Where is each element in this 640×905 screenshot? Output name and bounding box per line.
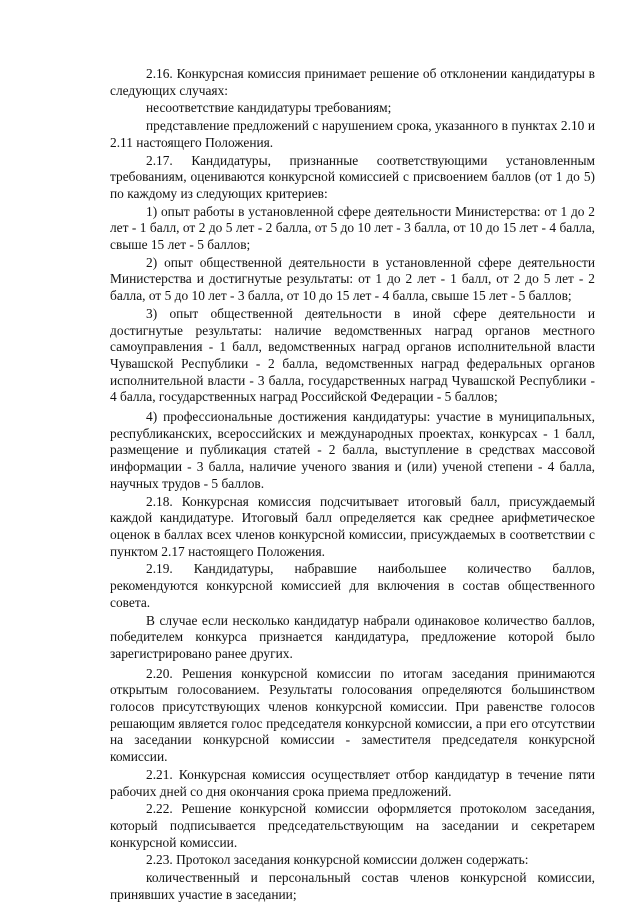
paragraph-2-18: 2.18. Конкурсная комиссия подсчитывает итоговый балл, присуждаемый каждой кандидатуре. Итоговый балл определяется как среднее арифметическое оценок в баллах всех членов конкурсной комиссии, присуждаемых в соответствии с пунктом 2.17 настоящего Положения. <box>110 493 595 559</box>
paragraph-tie-rule: В случае если несколько кандидатур набрали одинаковое количество баллов, победителем конкурса признается кандидатура, предложение которой было зарегистрировано ранее других. <box>110 612 595 661</box>
paragraph-2-21: 2.21. Конкурсная комиссия осуществляет отбор кандидатур в течение пяти рабочих дней со дня окончания срока приема предложений. <box>110 766 595 799</box>
criterion-4: 4) профессиональные достижения кандидатуры: участие в муниципальных, республиканских, всероссийских и международных проектах, конкурсах - 1 балл, размещение и публикация статей - 2 балла, выступление в средствах массовой информации - 3 балла, наличие ученого звания и (или) ученой степени - 4 балла, научных трудов - 5 баллов. <box>110 409 595 491</box>
criterion-1: 1) опыт работы в установленной сфере деятельности Министерства: от 1 до 2 лет - 1 балл, от 2 до 5 лет - 2 балла, от 5 до 10 лет - 3 балла, от 10 до 15 лет - 4 балла, свыше 15 лет - 5 баллов; <box>110 203 595 253</box>
paragraph-2-23: 2.23. Протокол заседания конкурсной комиссии должен содержать: <box>146 852 529 868</box>
criterion-3: 3) опыт общественной деятельности в иной сфере деятельности и достигнутые результаты: наличие ведомственных наград органов местного самоуправления - 1 балл, ведомственных наград органов исполнительной власти Чувашской Республики - 2 балла, ведомственных наград федеральных органов исполнительной власти - 3 балла, государственных наград Чувашской Республики - 4 балла, государственных наград Российской Федерации - 5 баллов; <box>110 305 595 405</box>
paragraph-2-19: 2.19. Кандидатуры, набравшие наибольшее количество баллов, рекомендуются конкурсной комиссией для включения в состав общественного совета. <box>110 561 595 610</box>
criterion-2: 2) опыт общественной деятельности в установленной сфере деятельности Министерства и достигнутые результаты: от 1 до 2 лет - 1 балл, от 2 до 5 лет - 2 балла, от 5 до 10 лет - 3 балла, от 10 до 15 лет - 4 балла, свыше 15 лет - 5 баллов; <box>110 254 595 304</box>
paragraph-2-20: 2.20. Решения конкурсной комиссии по итогам заседания принимаются открытым голосованием. Результаты голосования определяются большинством голосов присутствующих членов конкурсной комиссии. При равенстве голосов решающим является голос председателя конкурсной комиссии, а при его отсутствии на заседании конкурсной комиссии - заместителя председателя конкурсной комиссии. <box>110 665 595 765</box>
paragraph-2-17: 2.17. Кандидатуры, признанные соответствующими установленным требованиям, оцениваются конкурсной комиссией с присвоением баллов (от 1 до 5) по каждому из следующих критериев: <box>110 152 595 201</box>
paragraph-2-22: 2.22. Решение конкурсной комиссии оформляется протоколом заседания, который подписывается председательствующим на заседании и секретарем конкурсной комиссии. <box>110 801 595 850</box>
list-item-composition: количественный и персональный состав членов конкурсной комиссии, принявших участие в заседании; <box>110 870 595 902</box>
paragraph-2-16: 2.16. Конкурсная комиссия принимает решение об отклонении кандидатуры в следующих случаях: <box>110 66 595 98</box>
document-body <box>110 66 595 903</box>
list-item-deadline: представление предложений с нарушением срока, указанного в пунктах 2.10 и 2.11 настоящего Положения. <box>110 118 595 150</box>
list-item-requirements: несоответствие кандидатуры требованиям; <box>146 100 392 116</box>
